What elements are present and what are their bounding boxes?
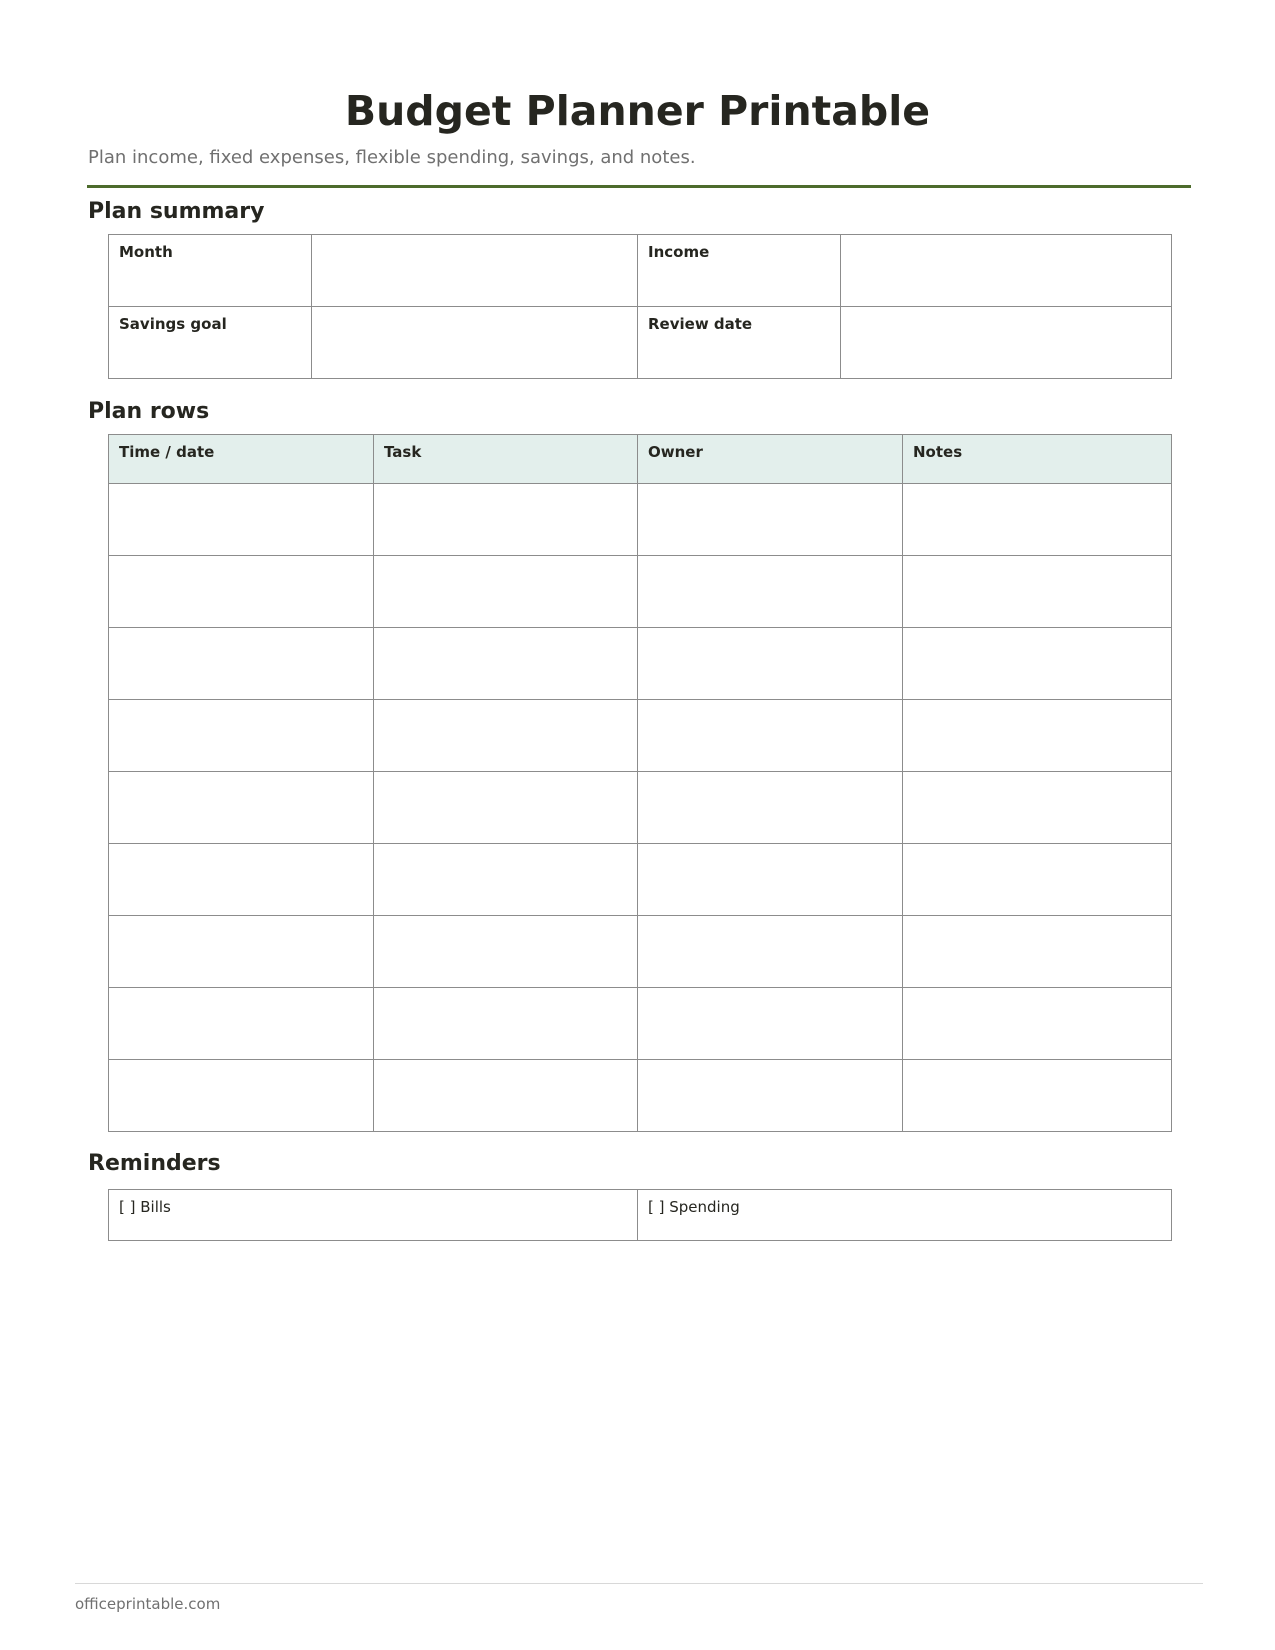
plan-cell[interactable] (903, 484, 1172, 556)
plan-cell[interactable] (638, 844, 903, 916)
summary-row (109, 307, 1172, 379)
plan-header-row (109, 435, 1172, 484)
summary-label: Month (109, 235, 312, 307)
plan-cell[interactable] (638, 988, 903, 1060)
plan-cell[interactable] (903, 1060, 1172, 1132)
table-row (109, 844, 1172, 916)
plan-cell[interactable] (109, 556, 374, 628)
plan-cell[interactable] (638, 556, 903, 628)
column-header: Owner (638, 435, 903, 484)
plan-rows-table (108, 434, 1172, 1132)
summary-value-cell[interactable] (841, 235, 1172, 307)
plan-cell[interactable] (374, 484, 638, 556)
plan-cell[interactable] (638, 772, 903, 844)
plan-cell[interactable] (638, 1060, 903, 1132)
plan-cell[interactable] (903, 916, 1172, 988)
table-row (109, 1060, 1172, 1132)
plan-cell[interactable] (374, 1060, 638, 1132)
table-row (109, 772, 1172, 844)
reminders-table (108, 1189, 1172, 1241)
plan-cell[interactable] (903, 988, 1172, 1060)
plan-cell[interactable] (903, 844, 1172, 916)
table-row (109, 628, 1172, 700)
table-row (109, 916, 1172, 988)
summary-label: Savings goal (109, 307, 312, 379)
plan-cell[interactable] (903, 628, 1172, 700)
footer-site: officeprintable.com (75, 1595, 221, 1613)
footer-divider (75, 1583, 1203, 1584)
plan-cell[interactable] (374, 700, 638, 772)
title-divider (87, 185, 1191, 188)
plan-summary-heading: Plan summary (88, 199, 265, 224)
reminders-row (109, 1190, 1172, 1241)
plan-cell[interactable] (374, 844, 638, 916)
summary-value-cell[interactable] (312, 235, 638, 307)
table-row (109, 988, 1172, 1060)
summary-label: Income (638, 235, 841, 307)
plan-summary-table (108, 234, 1172, 379)
table-row (109, 556, 1172, 628)
summary-value-cell[interactable] (312, 307, 638, 379)
plan-cell[interactable] (374, 916, 638, 988)
plan-cell[interactable] (109, 988, 374, 1060)
plan-cell[interactable] (109, 484, 374, 556)
summary-row (109, 235, 1172, 307)
plan-rows-heading: Plan rows (88, 399, 210, 424)
plan-cell[interactable] (109, 700, 374, 772)
reminder-item[interactable]: [ ] Bills (109, 1190, 638, 1241)
table-row (109, 484, 1172, 556)
plan-cell[interactable] (638, 628, 903, 700)
column-header: Task (374, 435, 638, 484)
plan-cell[interactable] (109, 916, 374, 988)
plan-cell[interactable] (374, 628, 638, 700)
plan-cell[interactable] (109, 1060, 374, 1132)
plan-cell[interactable] (109, 844, 374, 916)
table-row (109, 700, 1172, 772)
column-header: Notes (903, 435, 1172, 484)
plan-cell[interactable] (374, 988, 638, 1060)
plan-cell[interactable] (903, 556, 1172, 628)
plan-cell[interactable] (374, 772, 638, 844)
reminder-item[interactable]: [ ] Spending (638, 1190, 1172, 1241)
plan-cell[interactable] (903, 700, 1172, 772)
plan-cell[interactable] (638, 916, 903, 988)
plan-cell[interactable] (638, 700, 903, 772)
column-header: Time / date (109, 435, 374, 484)
page-title: Budget Planner Printable (344, 87, 931, 135)
plan-cell[interactable] (109, 628, 374, 700)
reminders-heading: Reminders (88, 1151, 221, 1176)
plan-cell[interactable] (638, 484, 903, 556)
plan-cell[interactable] (374, 556, 638, 628)
plan-cell[interactable] (903, 772, 1172, 844)
summary-label: Review date (638, 307, 841, 379)
plan-cell[interactable] (109, 772, 374, 844)
summary-value-cell[interactable] (841, 307, 1172, 379)
page-subtitle: Plan income, fixed expenses, flexible spending, savings, and notes. (88, 147, 696, 168)
